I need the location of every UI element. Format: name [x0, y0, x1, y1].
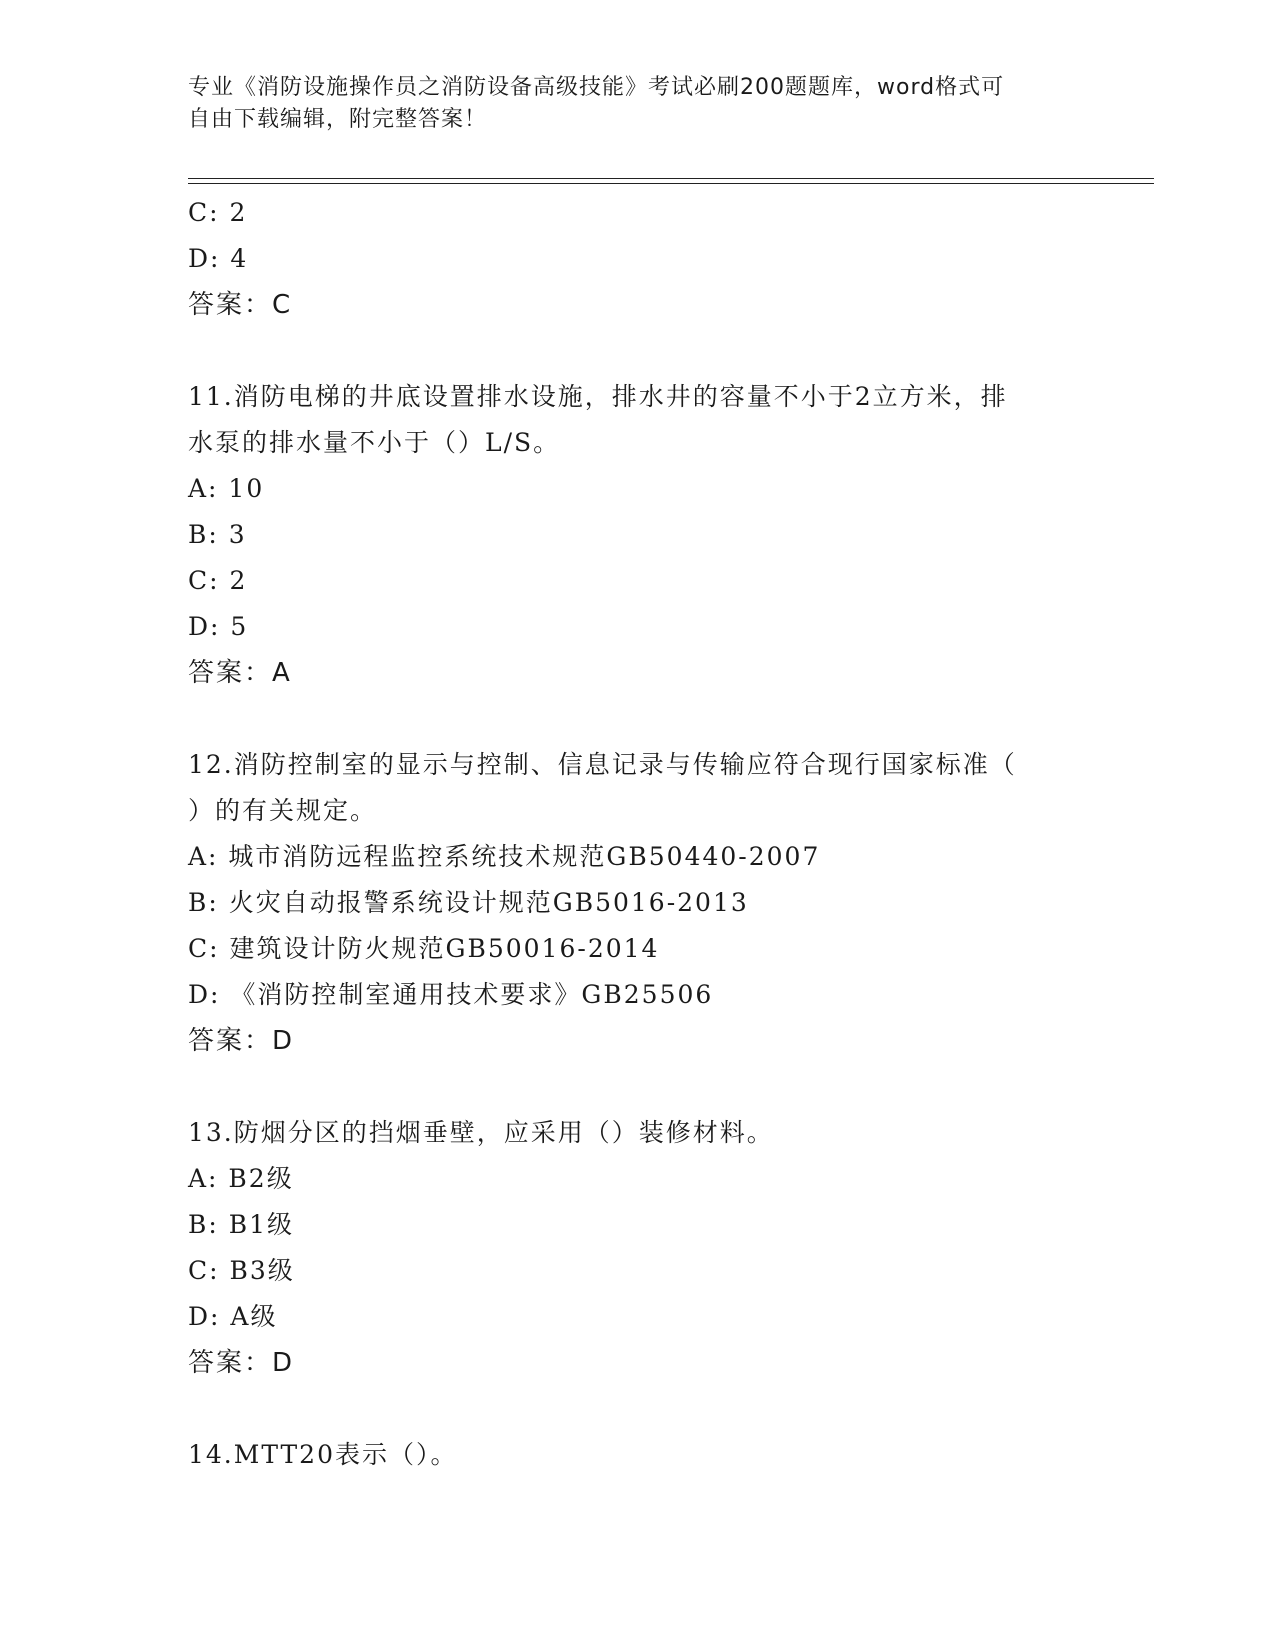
- option-line: D: 4: [188, 244, 249, 273]
- option-line: D: A级: [188, 1302, 278, 1331]
- option-line: C: 2: [188, 566, 248, 595]
- answer-line: 答案：C: [188, 290, 293, 320]
- question-text: 水泵的排水量不小于（）L/S。: [188, 428, 561, 457]
- option-line: B: B1级: [188, 1210, 295, 1239]
- answer-line: 答案：D: [188, 1348, 295, 1378]
- option-line: C: 建筑设计防火规范GB50016-2014: [188, 934, 660, 963]
- option-line: C: 2: [188, 198, 248, 227]
- header-rule-bottom: [188, 183, 1154, 184]
- option-line: D: 《消防控制室通用技术要求》GB25506: [188, 980, 714, 1009]
- question-text: 12.消防控制室的显示与控制、信息记录与传输应符合现行国家标准（: [188, 750, 1017, 779]
- question-text: 11.消防电梯的井底设置排水设施，排水井的容量不小于2立方米，排: [188, 382, 1008, 411]
- question-list: [188, 190, 1088, 1478]
- option-line: A: 10: [188, 474, 265, 503]
- header-line-2: 自由下载编辑，附完整答案！: [188, 107, 488, 132]
- option-line: C: B3级: [188, 1256, 295, 1285]
- header-rule-top: [188, 178, 1154, 179]
- option-line: B: 3: [188, 520, 247, 549]
- option-line: D: 5: [188, 612, 249, 641]
- question-text: ）的有关规定。: [188, 796, 378, 825]
- option-line: B: 火灾自动报警系统设计规范GB5016-2013: [188, 888, 749, 917]
- question-text: 13.防烟分区的挡烟垂壁，应采用（）装修材料。: [188, 1118, 774, 1147]
- header-line-1: 专业《消防设施操作员之消防设备高级技能》考试必刷200题题库，word格式可: [188, 75, 1005, 100]
- question-text: 14.MTT20表示（）。: [188, 1440, 458, 1469]
- answer-line: 答案：A: [188, 658, 292, 688]
- answer-line: 答案：D: [188, 1026, 295, 1056]
- option-line: A: B2级: [188, 1164, 294, 1193]
- option-line: A: 城市消防远程监控系统技术规范GB50440-2007: [188, 842, 821, 871]
- document-header: [188, 72, 1088, 136]
